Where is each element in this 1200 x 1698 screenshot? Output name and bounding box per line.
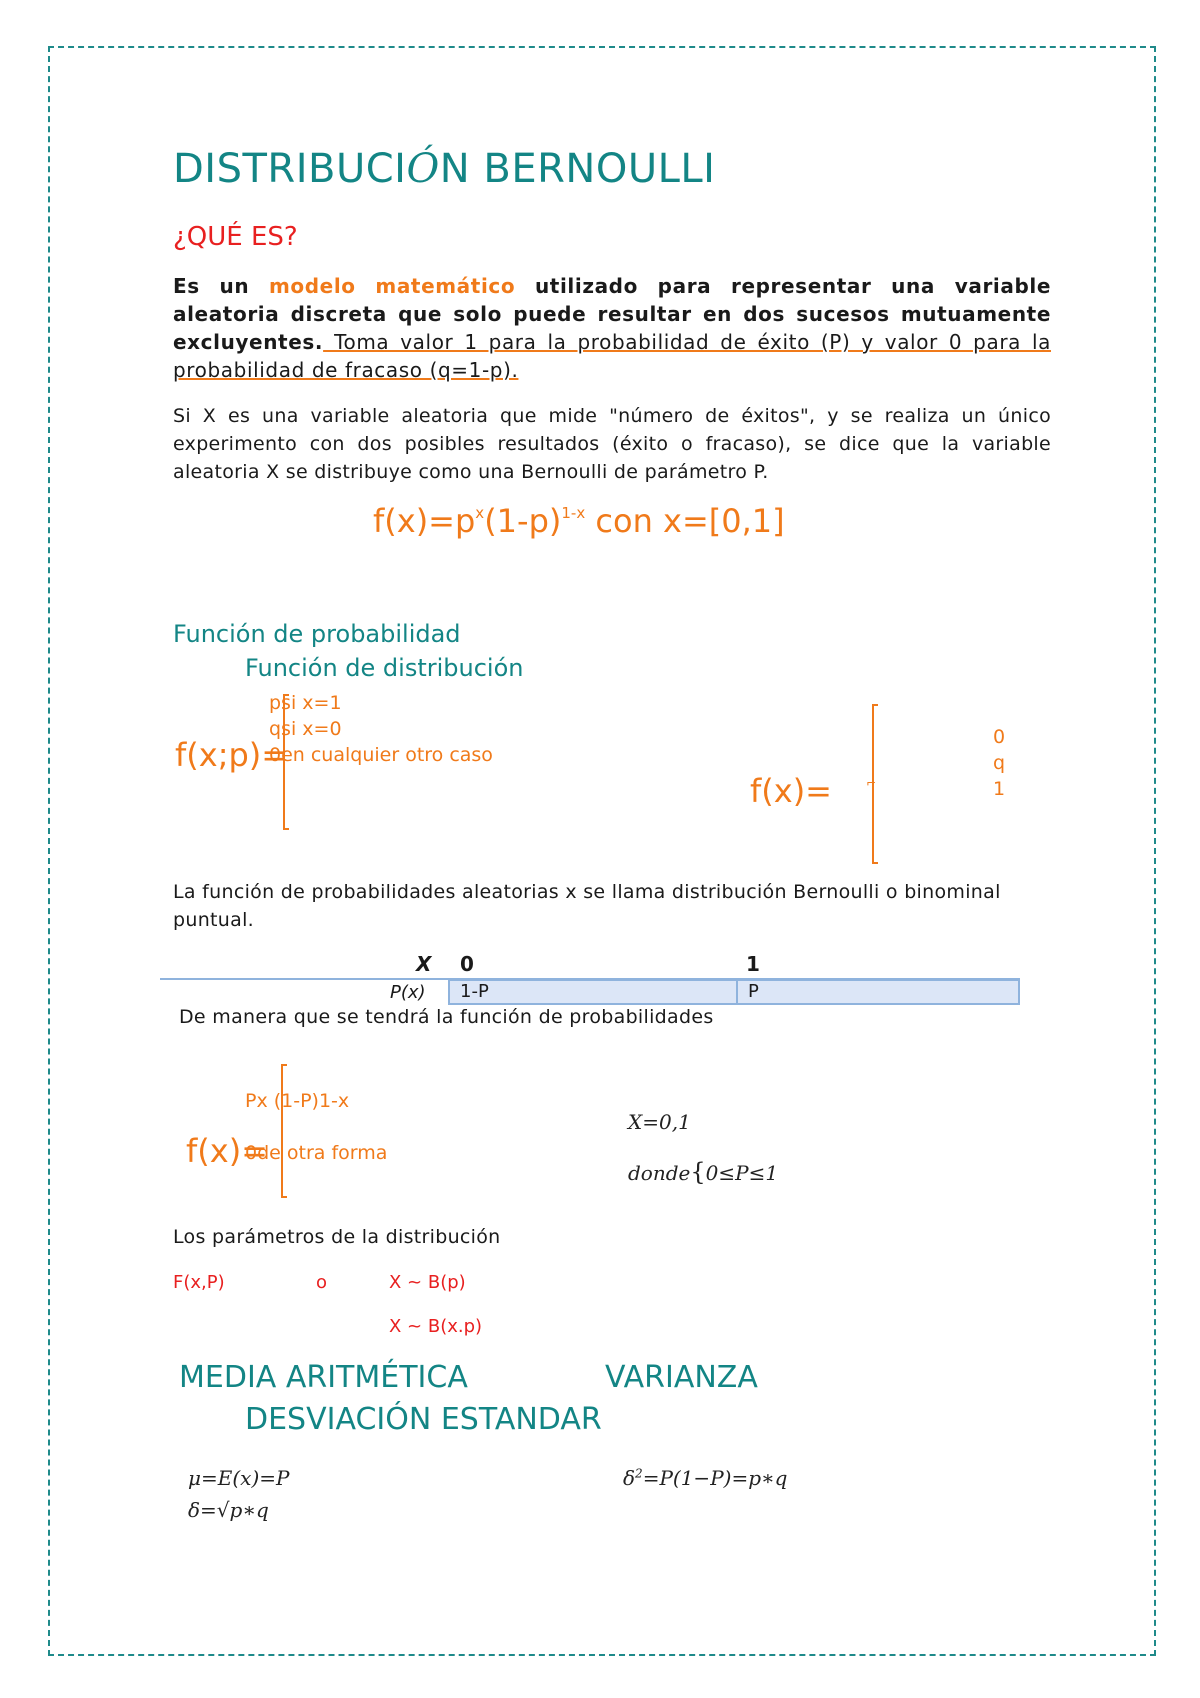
heading-varianza: VARIANZA — [605, 1360, 758, 1395]
formula-part-b: (1-p) — [484, 502, 562, 540]
formula-exponent-1: x — [475, 504, 485, 522]
condition-x-values: X=0,1 — [628, 1110, 691, 1134]
intro-text-1: Es un — [173, 274, 269, 298]
piecewise-2-lhs: f(x)= — [750, 772, 832, 810]
table-row — [448, 979, 1020, 1005]
piecewise-2-bracket — [872, 704, 874, 864]
piecewise-3-line-2: 0de otra forma — [245, 1142, 388, 1164]
intro-paragraph — [173, 272, 1051, 384]
table-cell-1: 1-P — [460, 981, 489, 1002]
variance-expression: =P(1−P)=p∗q — [642, 1466, 788, 1490]
table-row-label: P(x) — [390, 982, 426, 1003]
variance-exponent: 2 — [635, 1466, 643, 1481]
heading-funcion-distribucion: Función de distribución — [245, 654, 524, 682]
params-heading: Los parámetros de la distribución — [173, 1226, 501, 1248]
formula-part-c: con x=[0,1] — [585, 502, 785, 540]
piecewise-2-value-2: q — [993, 752, 1006, 774]
piecewise-2-value-1: 0 — [993, 726, 1006, 748]
piecewise-2-value-3: 1 — [993, 778, 1006, 800]
title-accent: Ó — [406, 146, 440, 192]
piecewise-3-lhs: f(x)= — [186, 1132, 268, 1170]
table-cell-2: P — [748, 981, 759, 1002]
piecewise-1-lhs: f(x;p)= — [175, 736, 289, 774]
std-formula: δ=√p∗q — [188, 1498, 269, 1522]
probabilities-paragraph: De manera que se tendrá la función de probabilidades — [179, 1006, 714, 1028]
condition-p-range: donde{0≤P≤1 — [628, 1158, 779, 1186]
table-header-0: 0 — [460, 952, 474, 976]
variance-formula — [623, 1466, 787, 1490]
intro-highlight: modelo matemático — [268, 274, 516, 298]
piecewise-3-line-1: Px (1-P)1-x — [245, 1090, 350, 1112]
intro-underlined: Toma valor 1 para la probabilidad de éxito (P) y valor 0 para la probabilidad de fracaso (q=1-p). — [173, 330, 1051, 382]
intro-text-2: utilizado para representar una variable aleatoria discreta que solo puede resultar en dos sucesos mutuamente excluyentes. — [173, 274, 1051, 354]
bernoulli-paragraph: La función de probabilidades aleatorias x se llama distribución Bernoulli o binominal puntual. — [173, 881, 1001, 931]
variance-symbol: δ — [623, 1466, 636, 1490]
heading-desviacion: DESVIACIÓN ESTANDAR — [245, 1402, 602, 1437]
formula-part-a: f(x)=p — [373, 502, 476, 540]
title-part1: DISTRIBUCI — [173, 146, 407, 192]
mean-formula: μ=E(x)=P — [188, 1466, 290, 1490]
piecewise-3-bracket — [281, 1064, 283, 1198]
formula-exponent-2: 1-x — [561, 504, 586, 522]
title-part2: N BERNOULLI — [439, 146, 716, 192]
definition-paragraph: Si X es una variable aleatoria que mide "número de éxitos", y se realiza un único experimento con dos posibles resultados (éxito o fracaso), se dice que la variable aleatoria X se distribuye como una Bernoulli de parámetro P. — [173, 405, 1051, 483]
piecewise-1-line-3: 0en cualquier otro caso — [269, 744, 493, 766]
piecewise-2-brace-tip: ⌐ — [866, 776, 877, 790]
page-title — [173, 146, 715, 192]
bernoulli-formula — [373, 502, 785, 540]
table-header-1: 1 — [746, 952, 760, 976]
condition-label: donde — [628, 1161, 691, 1185]
heading-funcion-probabilidad: Función de probabilidad — [173, 620, 461, 648]
piecewise-1-line-2: qsi x=0 — [269, 718, 342, 740]
param-b-xp: X ~ B(x.p) — [389, 1316, 483, 1337]
condition-inequality: 0≤P≤1 — [705, 1161, 779, 1185]
table-header-x: X — [416, 952, 432, 976]
heading-media: MEDIA ARITMÉTICA — [179, 1360, 468, 1395]
param-o: o — [316, 1272, 328, 1293]
section-heading-que-es: ¿QUÉ ES? — [173, 222, 298, 252]
param-fxp: F(x,P) — [173, 1272, 225, 1293]
piecewise-1-line-1: psi x=1 — [269, 692, 342, 714]
param-b-p: X ~ B(p) — [389, 1272, 466, 1293]
